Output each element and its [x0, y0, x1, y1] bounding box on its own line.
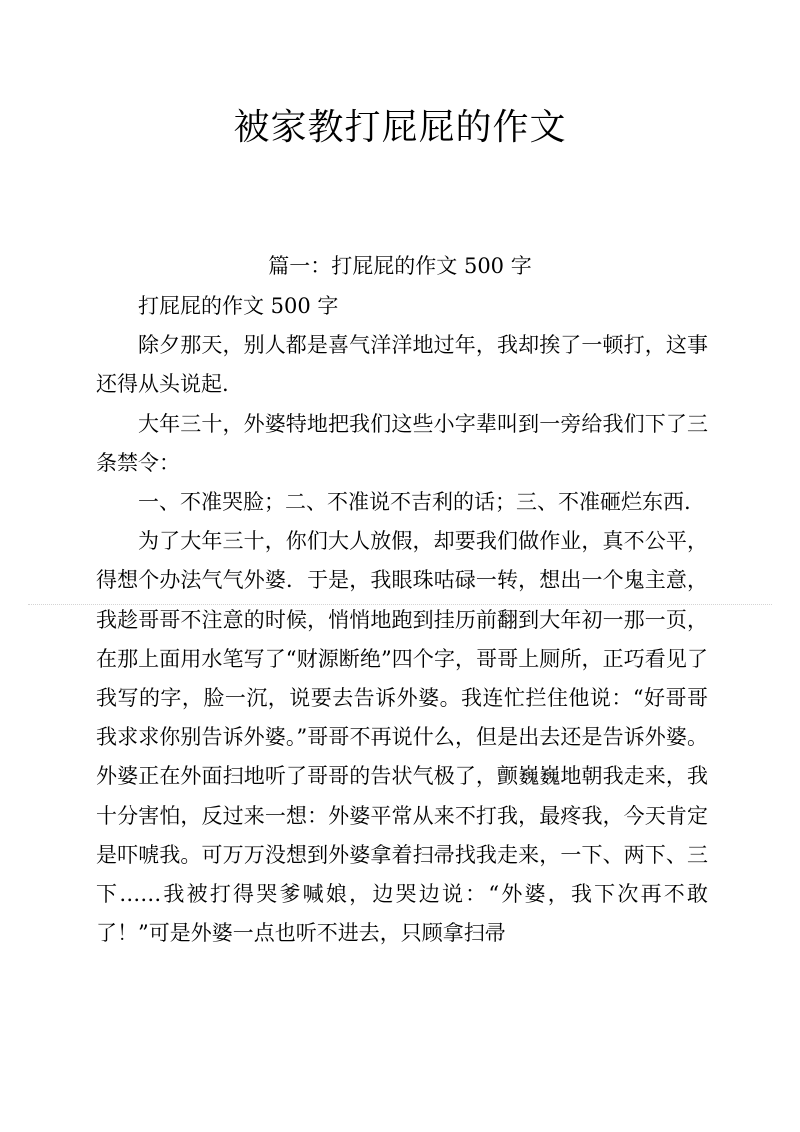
paragraph-rules-intro: 大年三十，外婆特地把我们这些小字辈叫到一旁给我们下了三条禁令：: [96, 411, 708, 475]
document-body: [96, 287, 708, 953]
paragraph-subtitle: 打屁屁的作文 500 字: [138, 294, 339, 318]
paragraph-rules: 一、不准哭脸；二、不准说不吉利的话；三、不准砸烂东西.: [138, 490, 691, 515]
paragraph-intro: 除夕那天，别人都是喜气洋洋地过年，我却挨了一顿打，这事还得从头说起.: [96, 333, 708, 397]
paragraph-story: 为了大年三十，你们大人放假，却要我们做作业，真不公平，得想个办法气气外婆．于是，我眼珠咕碌一转，想出一个鬼主意，我趁哥哥不注意的时候，悄悄地跑到挂历前翻到大年初一那一页，在那上面用水笔写了“财源断绝”四个字，哥哥上厕所，正巧看见了我写的字，脸一沉，说要去告诉外婆。我连忙拦住他说：“好哥哥我求求你别告诉外婆。”哥哥不再说什么，但是出去还是告诉外婆。外婆正在外面扫地听了哥哥的告状气极了，颤巍巍地朝我走来，我十分害怕，反过来一想：外婆平常从来不打我，最疼我，今天肯定是吓唬我。可万万没想到外婆拿着扫帚找我走来，一下、两下、三下……我被打得哭爹喊娘，边哭边说：“外婆，我下次再不敢了！”可是外婆一点也听不进去，只顾拿扫帚: [96, 529, 708, 946]
document-title: 被家教打屁屁的作文: [233, 107, 567, 148]
section-heading: 篇一：打屁屁的作文 500 字: [268, 254, 532, 278]
